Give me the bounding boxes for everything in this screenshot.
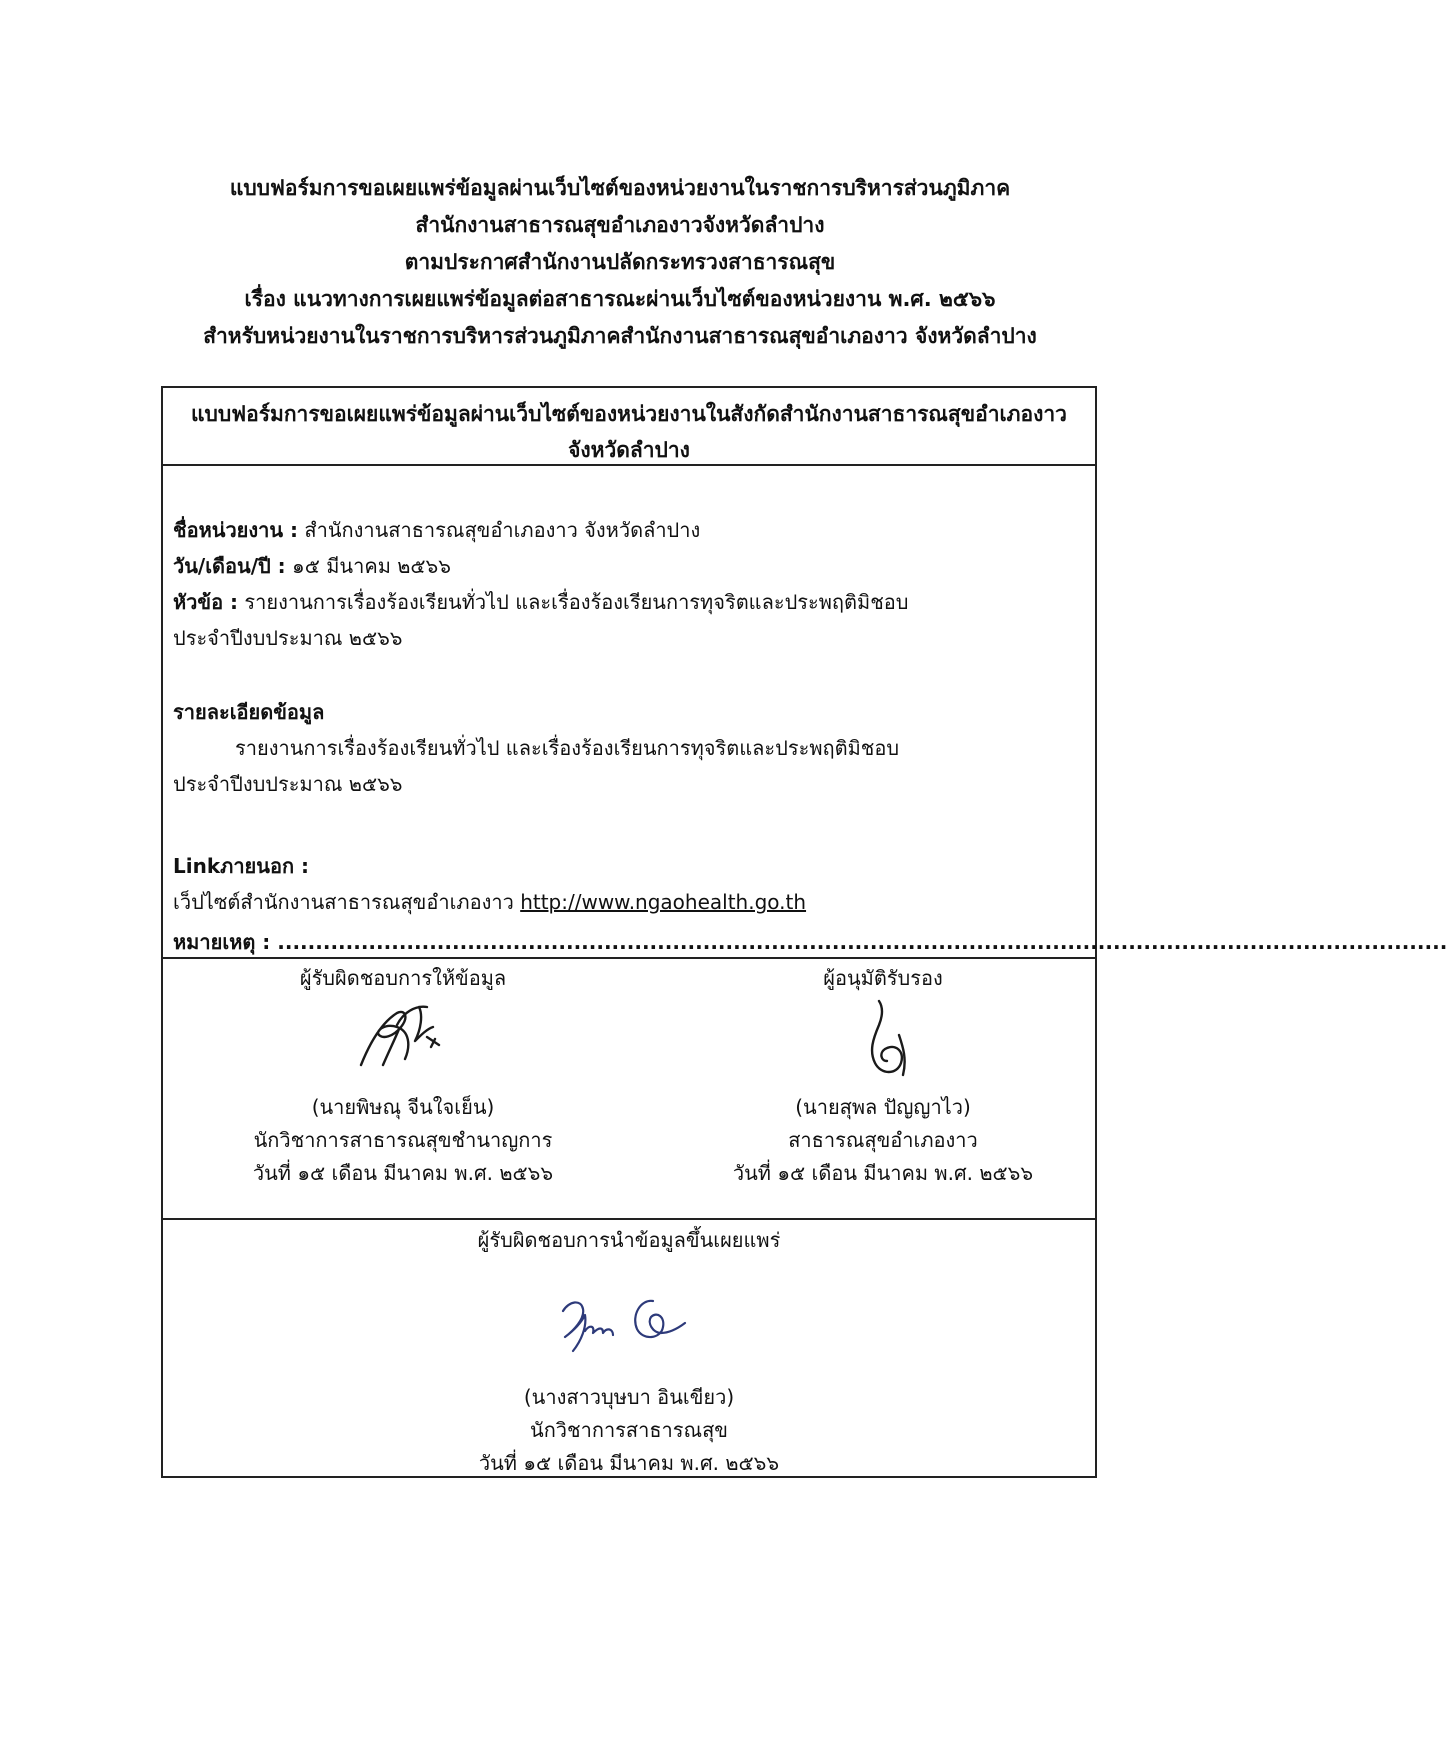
form-title [163,396,1095,468]
approver-position: สาธารณสุขอำเภองาว [788,1128,978,1152]
remark-row [173,924,1447,960]
topic-value-2: ประจำปีงบประมาณ ๒๕๖๖ [173,626,403,650]
form-box [161,386,1447,1478]
publisher-role: ผู้รับผิดชอบการนำข้อมูลขึ้นเผยแพร่ [477,1228,781,1252]
form-title-line-1: แบบฟอร์มการขอเผยแพร่ข้อมูลผ่านเว็บไซต์ของหน่วยงานในสังกัดสำนักงานสาธารณสุขอำเภองาว [191,402,1067,426]
header-line-1: แบบฟอร์มการขอเผยแพร่ข้อมูลผ่านเว็บไซต์ของหน่วยงานในราชการบริหารส่วนภูมิภาค [229,176,1011,200]
publisher-date: วันที่ ๑๕ เดือน มีนาคม พ.ศ. ๒๕๖๖ [478,1451,780,1475]
responsible-signature [323,995,483,1085]
title-divider [163,464,1095,466]
approver-signature [823,995,943,1085]
agency-label: ชื่อหน่วยงาน : [173,518,299,542]
agency-value: สำนักงานสาธารณสุขอำเภองาว จังหวัดลำปาง [298,518,701,542]
details-label: รายละเอียดข้อมูล [173,700,325,724]
header-line-2: สำนักงานสาธารณสุขอำเภองาวจังหวัดลำปาง [415,213,825,237]
date-label: วัน/เดือน/ปี : [173,554,286,578]
topic-value: รายงานการเรื่องร้องเรียนทั่วไป และเรื่องร้องเรียนการทุจริตและประพฤติมิชอบ [238,590,909,614]
responsible-role: ผู้รับผิดชอบการให้ข้อมูล [299,966,507,990]
publisher-name: (นางสาวบุษบา อินเขียว) [523,1385,735,1409]
details-line-1: รายงานการเรื่องร้องเรียนทั่วไป และเรื่องร้องเรียนการทุจริตและประพฤติมิชอบ [235,736,900,760]
publisher-position: นักวิชาการสาธารณสุข [530,1418,728,1442]
header-line-3: ตามประกาศสำนักงานปลัดกระทรวงสาธารณสุข [404,250,836,274]
date-value: ๑๕ มีนาคม ๒๕๖๖ [285,554,451,578]
signature-divider-top [163,957,1095,959]
external-link-label: Linkภายนอก : [173,854,310,878]
signature-divider-bottom [163,1218,1095,1220]
publisher-signature [529,1271,729,1381]
topic-row [173,584,909,620]
publisher-signature-block [163,1224,1095,1480]
topic-row-2 [173,620,403,656]
approver-date: วันที่ ๑๕ เดือน มีนาคม พ.ศ. ๒๕๖๖ [732,1161,1034,1185]
approver-role: ผู้อนุมัติรับรอง [823,966,943,990]
form-title-line-2: จังหวัดลำปาง [568,438,690,462]
website-link[interactable]: http://www.ngaohealth.go.th [520,890,807,914]
responsible-position: นักวิชาการสาธารณสุขชำนาญการ [253,1128,553,1152]
topic-label: หัวข้อ : [173,590,239,614]
agency-row [173,512,700,548]
responsible-signature-block [193,962,613,1190]
responsible-name: (นายพิษณุ จีนใจเย็น) [311,1095,495,1119]
details-line-2: ประจำปีงบประมาณ ๒๕๖๖ [173,772,403,796]
remark-label: หมายเหตุ : [173,930,271,954]
document-header [0,170,1240,355]
header-line-5: สำหรับหน่วยงานในราชการบริหารส่วนภูมิภาคสำนักงานสาธารณสุขอำเภองาว จังหวัดลำปาง [203,324,1037,348]
external-link-row [173,884,806,920]
approver-signature-block [683,962,1083,1190]
date-row [173,548,451,584]
approver-name: (นายสุพล ปัญญาไว) [795,1095,971,1119]
link-prefix: เว็ปไซต์สำนักงานสาธารณสุขอำเภองาว [173,890,521,914]
remark-dots: .......................................................................................................................................................... [270,930,1447,954]
responsible-date: วันที่ ๑๕ เดือน มีนาคม พ.ศ. ๒๕๖๖ [252,1161,554,1185]
header-line-4: เรื่อง แนวทางการเผยแพร่ข้อมูลต่อสาธารณะผ่านเว็บไซต์ของหน่วยงาน พ.ศ. ๒๕๖๖ [244,287,996,311]
